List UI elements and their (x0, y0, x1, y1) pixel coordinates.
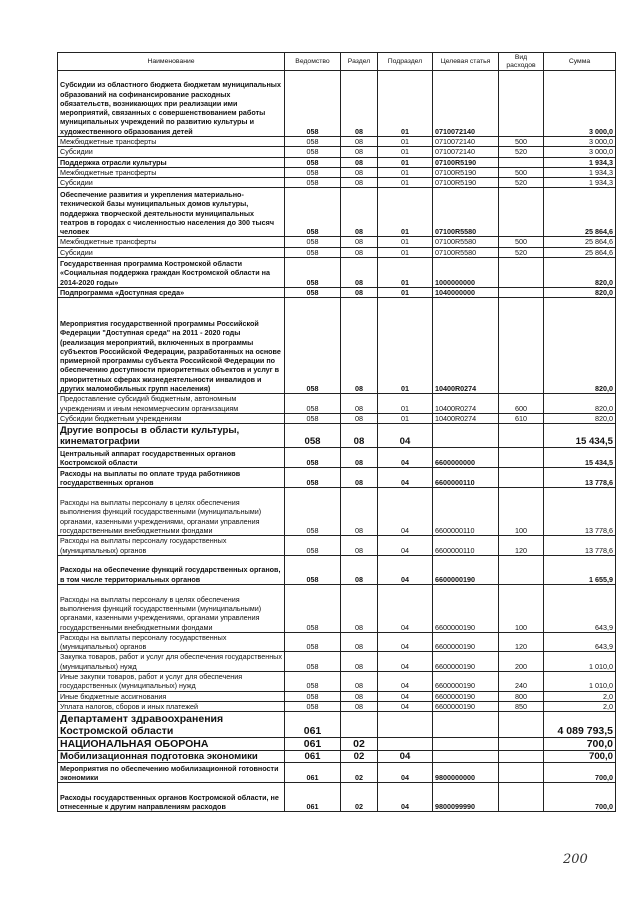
row-amount-cell: 1 934,3 (544, 178, 616, 188)
row-name-cell: Поддержка отрасли культуры (58, 157, 285, 167)
row-department-cell: 058 (285, 167, 341, 177)
row-subsection-cell: 01 (378, 258, 433, 288)
table-body (58, 71, 616, 812)
header-name: Наименование (58, 53, 285, 71)
table-row (58, 188, 616, 237)
row-subsection-cell: 04 (378, 652, 433, 672)
row-subsection-cell: 01 (378, 237, 433, 247)
row-expense-type-cell (499, 71, 544, 137)
row-department-cell: 058 (285, 672, 341, 692)
row-target-item-cell: 6600000190 (433, 584, 499, 632)
row-amount-cell: 13 778,6 (544, 536, 616, 556)
row-section-cell: 08 (341, 424, 378, 448)
row-subsection-cell: 01 (378, 157, 433, 167)
table-row (58, 178, 616, 188)
table-row (58, 237, 616, 247)
row-section-cell: 08 (341, 468, 378, 488)
row-amount-cell: 2,0 (544, 691, 616, 701)
row-target-item-cell: 6600000000 (433, 448, 499, 468)
row-amount-cell: 4 089 793,5 (544, 712, 616, 738)
row-department-cell: 058 (285, 652, 341, 672)
header-subsection: Подраздел (378, 53, 433, 71)
row-name-cell: Расходы государственных органов Костромской области, не отнесенные к другим направлениям расходов (58, 783, 285, 812)
row-department-cell: 058 (285, 237, 341, 247)
row-department-cell: 058 (285, 394, 341, 414)
row-section-cell: 02 (341, 751, 378, 763)
row-subsection-cell: 04 (378, 632, 433, 652)
row-section-cell: 08 (341, 247, 378, 257)
row-subsection-cell: 01 (378, 247, 433, 257)
row-subsection-cell: 04 (378, 468, 433, 488)
row-expense-type-cell (499, 288, 544, 298)
row-department-cell: 058 (285, 584, 341, 632)
row-name-cell: Предоставление субсидий бюджетным, автономным учреждениям и иным некоммерческим организациям (58, 394, 285, 414)
row-department-cell: 058 (285, 298, 341, 394)
row-expense-type-cell: 200 (499, 652, 544, 672)
row-target-item-cell: 0710072140 (433, 71, 499, 137)
row-name-cell: Закупка товаров, работ и услуг для обеспечения государственных (муниципальных) нужд (58, 652, 285, 672)
row-name-cell: Расходы на обеспечение функций государственных органов, в том числе территориальных органов (58, 555, 285, 584)
row-department-cell: 058 (285, 424, 341, 448)
row-section-cell: 08 (341, 288, 378, 298)
row-name-cell: Иные бюджетные ассигнования (58, 691, 285, 701)
row-expense-type-cell (499, 763, 544, 783)
table-header-row (58, 53, 616, 71)
row-expense-type-cell (499, 712, 544, 738)
row-amount-cell: 700,0 (544, 751, 616, 763)
table-row (58, 712, 616, 738)
row-name-cell: Расходы на выплаты по оплате труда работников государственных органов (58, 468, 285, 488)
row-target-item-cell: 0710072140 (433, 137, 499, 147)
row-section-cell: 08 (341, 652, 378, 672)
table-row (58, 147, 616, 157)
row-subsection-cell: 04 (378, 783, 433, 812)
row-expense-type-cell (499, 424, 544, 448)
row-target-item-cell: 9800099990 (433, 783, 499, 812)
row-amount-cell: 643,9 (544, 584, 616, 632)
row-department-cell: 058 (285, 468, 341, 488)
row-subsection-cell: 04 (378, 555, 433, 584)
row-amount-cell: 2,0 (544, 701, 616, 711)
table-row (58, 632, 616, 652)
row-name-cell: Субсидии (58, 178, 285, 188)
row-expense-type-cell (499, 258, 544, 288)
row-department-cell: 058 (285, 157, 341, 167)
row-expense-type-cell (499, 555, 544, 584)
row-name-cell: Расходы на выплаты персоналу государственных (муниципальных) органов (58, 536, 285, 556)
table-row (58, 672, 616, 692)
row-target-item-cell (433, 738, 499, 751)
table-row (58, 468, 616, 488)
row-name-cell: Межбюджетные трансферты (58, 137, 285, 147)
row-name-cell: Межбюджетные трансферты (58, 167, 285, 177)
row-subsection-cell: 04 (378, 448, 433, 468)
row-section-cell: 02 (341, 738, 378, 751)
header-amount: Сумма (544, 53, 616, 71)
row-section-cell: 08 (341, 701, 378, 711)
row-expense-type-cell: 600 (499, 394, 544, 414)
row-amount-cell: 3 000,0 (544, 137, 616, 147)
row-section-cell: 08 (341, 71, 378, 137)
row-expense-type-cell: 800 (499, 691, 544, 701)
row-name-cell: Мероприятия по обеспечению мобилизационной готовности экономики (58, 763, 285, 783)
row-section-cell: 08 (341, 237, 378, 247)
row-subsection-cell: 04 (378, 691, 433, 701)
row-name-cell: Уплата налогов, сборов и иных платежей (58, 701, 285, 711)
row-amount-cell: 820,0 (544, 413, 616, 423)
row-subsection-cell: 01 (378, 71, 433, 137)
table-row (58, 584, 616, 632)
row-name-cell: Государственная программа Костромской области «Социальная поддержка граждан Костромской области на 2014-2020 годы» (58, 258, 285, 288)
row-section-cell: 08 (341, 632, 378, 652)
row-subsection-cell: 01 (378, 167, 433, 177)
row-target-item-cell (433, 712, 499, 738)
table-row (58, 652, 616, 672)
row-amount-cell: 1 010,0 (544, 672, 616, 692)
row-subsection-cell: 01 (378, 147, 433, 157)
row-department-cell: 058 (285, 178, 341, 188)
row-name-cell: Подпрограмма «Доступная среда» (58, 288, 285, 298)
row-section-cell: 08 (341, 298, 378, 394)
row-amount-cell: 25 864,6 (544, 247, 616, 257)
row-section-cell (341, 712, 378, 738)
row-name-cell: Центральный аппарат государственных органов Костромской области (58, 448, 285, 468)
row-subsection-cell: 04 (378, 536, 433, 556)
row-target-item-cell: 6600000190 (433, 652, 499, 672)
row-department-cell: 058 (285, 247, 341, 257)
table-row (58, 751, 616, 763)
row-name-cell: Другие вопросы в области культуры, кинематографии (58, 424, 285, 448)
table-row (58, 555, 616, 584)
row-target-item-cell: 07100R5580 (433, 247, 499, 257)
table-row (58, 488, 616, 536)
row-amount-cell: 1 934,3 (544, 167, 616, 177)
row-subsection-cell: 04 (378, 751, 433, 763)
row-section-cell: 08 (341, 413, 378, 423)
row-name-cell: Мероприятия государственной программы Российской Федерации "Доступная среда" на 2011 - 2020 годы (реализация мероприятий, включенных в программы субъектов Российской Федерации, разработанных на основе примерной программы субъекта Российской Федерации по обеспечению доступности приоритетных объектов и услуг в приоритетных сферах жизнедеятельности инвалидов и других маломобильных групп населения) (58, 298, 285, 394)
row-name-cell: Субсидии бюджетным учреждениям (58, 413, 285, 423)
row-subsection-cell: 04 (378, 672, 433, 692)
row-subsection-cell: 04 (378, 424, 433, 448)
row-section-cell: 08 (341, 137, 378, 147)
row-target-item-cell: 07100R5580 (433, 237, 499, 247)
row-name-cell: Расходы на выплаты персоналу государственных (муниципальных) органов (58, 632, 285, 652)
row-department-cell: 061 (285, 751, 341, 763)
table-row (58, 167, 616, 177)
row-department-cell: 058 (285, 147, 341, 157)
row-department-cell: 058 (285, 413, 341, 423)
row-subsection-cell (378, 738, 433, 751)
table-row (58, 536, 616, 556)
row-name-cell: Расходы на выплаты персоналу в целях обеспечения выполнения функций государственными (муниципальными) органами, казенными учреждениями, органами управления государственными внебюджетными фондами (58, 584, 285, 632)
row-subsection-cell: 01 (378, 298, 433, 394)
row-target-item-cell: 10400R0274 (433, 394, 499, 414)
row-target-item-cell: 6600000190 (433, 672, 499, 692)
row-expense-type-cell (499, 751, 544, 763)
row-subsection-cell: 01 (378, 137, 433, 147)
table-row (58, 783, 616, 812)
row-section-cell: 02 (341, 783, 378, 812)
row-department-cell: 058 (285, 188, 341, 237)
table-row (58, 258, 616, 288)
header-expense-type: Вид расходов (499, 53, 544, 71)
row-target-item-cell: 6600000190 (433, 701, 499, 711)
row-expense-type-cell (499, 157, 544, 167)
row-expense-type-cell: 520 (499, 247, 544, 257)
row-expense-type-cell (499, 298, 544, 394)
row-expense-type-cell (499, 783, 544, 812)
row-section-cell: 08 (341, 258, 378, 288)
row-amount-cell: 13 778,6 (544, 488, 616, 536)
row-subsection-cell: 01 (378, 413, 433, 423)
row-target-item-cell: 6600000190 (433, 632, 499, 652)
row-section-cell: 08 (341, 147, 378, 157)
row-section-cell: 08 (341, 188, 378, 237)
row-target-item-cell: 9800000000 (433, 763, 499, 783)
header-target-item: Целевая статья (433, 53, 499, 71)
row-target-item-cell: 6600000110 (433, 488, 499, 536)
row-amount-cell: 700,0 (544, 783, 616, 812)
row-expense-type-cell: 120 (499, 536, 544, 556)
row-expense-type-cell (499, 738, 544, 751)
row-target-item-cell: 10400R0274 (433, 413, 499, 423)
row-expense-type-cell: 120 (499, 632, 544, 652)
row-department-cell: 058 (285, 488, 341, 536)
row-department-cell: 058 (285, 701, 341, 711)
row-section-cell: 08 (341, 394, 378, 414)
row-target-item-cell: 1000000000 (433, 258, 499, 288)
row-target-item-cell: 6600000110 (433, 468, 499, 488)
table-row (58, 413, 616, 423)
row-expense-type-cell (499, 188, 544, 237)
row-section-cell: 08 (341, 488, 378, 536)
row-subsection-cell: 04 (378, 584, 433, 632)
row-amount-cell: 1 655,9 (544, 555, 616, 584)
row-name-cell: Иные закупки товаров, работ и услуг для обеспечения государственных (муниципальных) нужд (58, 672, 285, 692)
row-target-item-cell: 07100R5190 (433, 157, 499, 167)
row-section-cell: 08 (341, 448, 378, 468)
table-row (58, 394, 616, 414)
row-subsection-cell: 04 (378, 763, 433, 783)
budget-table (57, 52, 616, 812)
row-department-cell: 058 (285, 288, 341, 298)
table-row (58, 157, 616, 167)
row-amount-cell: 1 010,0 (544, 652, 616, 672)
row-amount-cell: 820,0 (544, 288, 616, 298)
row-target-item-cell: 0710072140 (433, 147, 499, 157)
row-section-cell: 08 (341, 691, 378, 701)
row-section-cell: 02 (341, 763, 378, 783)
row-target-item-cell (433, 751, 499, 763)
row-target-item-cell: 07100R5190 (433, 178, 499, 188)
row-amount-cell: 820,0 (544, 298, 616, 394)
row-section-cell: 08 (341, 536, 378, 556)
row-target-item-cell: 07100R5580 (433, 188, 499, 237)
row-department-cell: 061 (285, 738, 341, 751)
row-expense-type-cell: 850 (499, 701, 544, 711)
row-expense-type-cell: 500 (499, 237, 544, 247)
table-row (58, 691, 616, 701)
table-row (58, 424, 616, 448)
table-row (58, 137, 616, 147)
row-name-cell: Межбюджетные трансферты (58, 237, 285, 247)
row-section-cell: 08 (341, 167, 378, 177)
row-subsection-cell: 04 (378, 488, 433, 536)
row-expense-type-cell: 500 (499, 167, 544, 177)
row-name-cell: Субсидии из областного бюджета бюджетам муниципальных образований на софинансирование расходных обязательств, возникающих при реализации ими мероприятий, связанных с совершенствованием работы муниципальных учреждений по развитию культуры и художественного образования детей (58, 71, 285, 137)
row-amount-cell: 1 934,3 (544, 157, 616, 167)
row-section-cell: 08 (341, 178, 378, 188)
header-department: Ведомство (285, 53, 341, 71)
row-department-cell: 058 (285, 137, 341, 147)
row-department-cell: 058 (285, 258, 341, 288)
row-name-cell: Субсидии (58, 247, 285, 257)
row-name-cell: Департамент здравоохранения Костромской области (58, 712, 285, 738)
row-department-cell: 058 (285, 71, 341, 137)
row-amount-cell: 15 434,5 (544, 448, 616, 468)
row-amount-cell: 643,9 (544, 632, 616, 652)
row-department-cell: 061 (285, 763, 341, 783)
table-row (58, 448, 616, 468)
table-row (58, 738, 616, 751)
row-amount-cell: 820,0 (544, 258, 616, 288)
row-target-item-cell: 07100R5190 (433, 167, 499, 177)
row-amount-cell: 700,0 (544, 763, 616, 783)
row-expense-type-cell (499, 468, 544, 488)
page-number: 200 (563, 852, 588, 867)
row-expense-type-cell: 520 (499, 147, 544, 157)
row-department-cell: 058 (285, 632, 341, 652)
row-department-cell: 061 (285, 712, 341, 738)
row-target-item-cell: 6600000190 (433, 555, 499, 584)
row-amount-cell: 3 000,0 (544, 71, 616, 137)
row-department-cell: 058 (285, 536, 341, 556)
row-department-cell: 058 (285, 691, 341, 701)
row-amount-cell: 15 434,5 (544, 424, 616, 448)
table-row (58, 298, 616, 394)
header-section: Раздел (341, 53, 378, 71)
row-subsection-cell: 04 (378, 701, 433, 711)
row-target-item-cell: 10400R0274 (433, 298, 499, 394)
row-amount-cell: 25 864,6 (544, 237, 616, 247)
row-expense-type-cell: 100 (499, 488, 544, 536)
row-expense-type-cell: 100 (499, 584, 544, 632)
table-row (58, 701, 616, 711)
row-subsection-cell (378, 712, 433, 738)
row-expense-type-cell (499, 448, 544, 468)
row-subsection-cell: 01 (378, 288, 433, 298)
row-expense-type-cell: 610 (499, 413, 544, 423)
table-row (58, 71, 616, 137)
row-name-cell: Субсидии (58, 147, 285, 157)
row-amount-cell: 13 778,6 (544, 468, 616, 488)
row-department-cell: 058 (285, 448, 341, 468)
row-expense-type-cell: 520 (499, 178, 544, 188)
row-expense-type-cell: 240 (499, 672, 544, 692)
row-section-cell: 08 (341, 555, 378, 584)
row-department-cell: 061 (285, 783, 341, 812)
row-section-cell: 08 (341, 584, 378, 632)
table-row (58, 288, 616, 298)
row-name-cell: НАЦИОНАЛЬНАЯ ОБОРОНА (58, 738, 285, 751)
table-row (58, 247, 616, 257)
row-name-cell: Расходы на выплаты персоналу в целях обеспечения выполнения функций государственными (муниципальными) органами, казенными учреждениями, органами управления государственными внебюджетными фондами (58, 488, 285, 536)
row-target-item-cell: 6600000110 (433, 536, 499, 556)
row-amount-cell: 820,0 (544, 394, 616, 414)
table-row (58, 763, 616, 783)
row-subsection-cell: 01 (378, 394, 433, 414)
row-target-item-cell (433, 424, 499, 448)
row-name-cell: Обеспечение развития и укрепления материально-технической базы муниципальных домов культуры, поддержка творческой деятельности муниципальных театров в городах с численностью населения до 300 тысяч человек (58, 188, 285, 237)
row-subsection-cell: 01 (378, 188, 433, 237)
row-amount-cell: 25 864,6 (544, 188, 616, 237)
row-department-cell: 058 (285, 555, 341, 584)
row-amount-cell: 3 000,0 (544, 147, 616, 157)
row-expense-type-cell: 500 (499, 137, 544, 147)
row-section-cell: 08 (341, 157, 378, 167)
row-amount-cell: 700,0 (544, 738, 616, 751)
row-name-cell: Мобилизационная подготовка экономики (58, 751, 285, 763)
row-target-item-cell: 1040000000 (433, 288, 499, 298)
row-section-cell: 08 (341, 672, 378, 692)
row-subsection-cell: 01 (378, 178, 433, 188)
row-target-item-cell: 6600000190 (433, 691, 499, 701)
